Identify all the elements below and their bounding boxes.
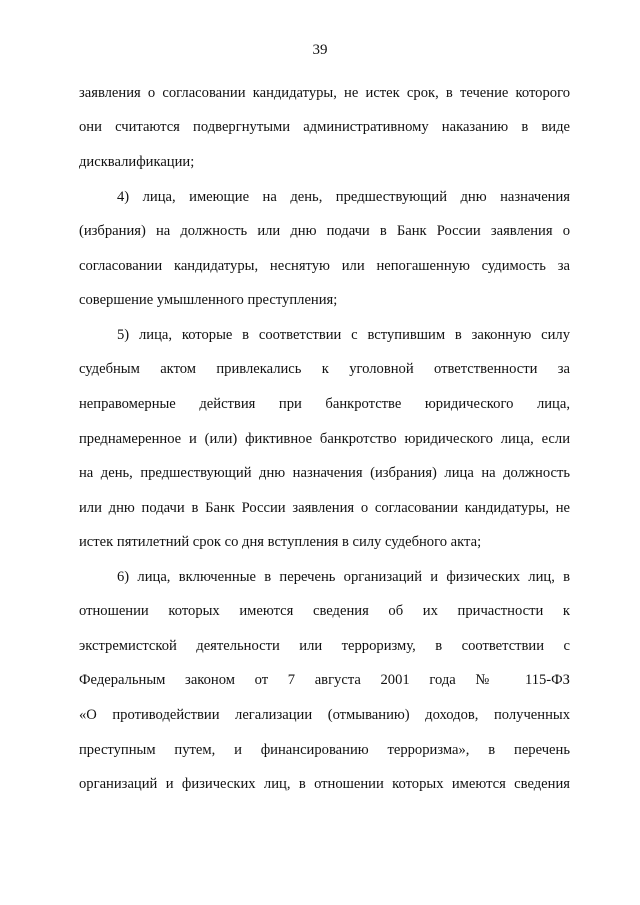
text-line: экстремистской деятельности или терроризму, в соответствии с [79,638,570,654]
text-line: (избрания) на должность или дню подачи в Банк России заявления о [79,223,570,239]
text-line: 5) лица, которые в соответствии с вступившим в законную силу [117,327,570,343]
text-line: Федеральным законом от 7 августа 2001 года № 115-ФЗ [79,672,570,688]
text-line: организаций и физических лиц, в отношении которых имеются сведения [79,776,570,792]
text-line: заявления о согласовании кандидатуры, не истек срок, в течение которого [79,85,570,101]
text-line: на день, предшествующий дню назначения (избрания) лица на должность [79,465,570,481]
text-line: «О противодействии легализации (отмыванию) доходов, полученных [79,707,570,723]
text-line: истек пятилетний срок со дня вступления в силу судебного акта; [79,534,482,550]
text-line: дисквалификации; [79,154,195,170]
text-line: судебным актом привлекались к уголовной ответственности за [79,361,570,377]
text-line: совершение умышленного преступления; [79,292,338,308]
text-line: или дню подачи в Банк России заявления о согласовании кандидатуры, не [79,500,570,516]
text-line: преднамеренное и (или) фиктивное банкротство юридического лица, если [79,431,570,447]
text-line: отношении которых имеются сведения об их причастности к [79,603,570,619]
text-line: 6) лица, включенные в перечень организаций и физических лиц, в [117,569,570,585]
text-line: согласовании кандидатуры, неснятую или непогашенную судимость за [79,258,570,274]
text-line: они считаются подвергнутыми административному наказанию в виде [79,119,570,135]
page-number: 39 [312,42,328,58]
text-line: 4) лица, имеющие на день, предшествующий дню назначения [117,189,570,205]
text-line: преступным путем, и финансированию терроризма», в перечень [79,742,570,758]
text-line: неправомерные действия при банкротстве юридического лица, [79,396,570,412]
